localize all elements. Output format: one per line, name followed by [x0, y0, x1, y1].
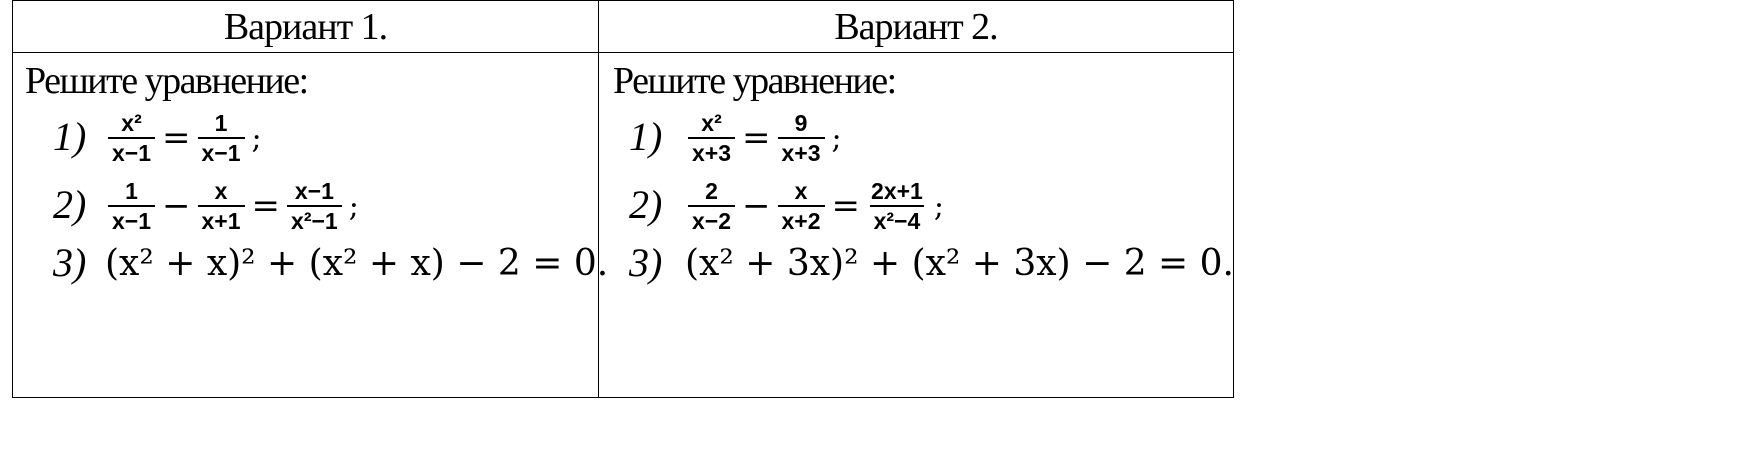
variant-2-task-label: Решите уравнение:: [613, 60, 896, 102]
variants-table: [12, 0, 1234, 398]
fraction: $\frac{9}{x+3}$: [778, 109, 825, 167]
semicolon: ;: [831, 120, 842, 156]
minus-sign: −: [162, 186, 191, 226]
equation-text: (x² + x)² + (x² + x) − 2 = 0.: [105, 243, 609, 284]
fraction: $\frac{\text{x²}}{x+3}$: [688, 109, 735, 167]
variant-1-title: Вариант 1.: [223, 6, 388, 48]
equation-text: (x² + 3x)² + (x² + 3x) − 2 = 0.: [685, 243, 1234, 284]
fraction: $\frac{2}{x-2}$: [688, 177, 735, 235]
semicolon: ;: [933, 188, 944, 224]
equation-number: 2): [53, 182, 87, 227]
fraction: $\frac{1}{x-1}$: [108, 177, 155, 235]
semicolon: ;: [251, 120, 262, 156]
equals-sign: =: [831, 186, 861, 226]
fraction: $\frac{x}{x+1}$: [198, 177, 245, 235]
variant-1-task-label: Решите уравнение:: [25, 60, 308, 102]
equation-number: 3): [53, 240, 87, 285]
equation-number: 2): [629, 182, 663, 227]
semicolon: ;: [348, 188, 359, 224]
fraction: $\frac{2x+1}{\text{x²−4}}$: [871, 178, 923, 234]
fraction: $\frac{\text{x²}}{x-1}$: [108, 109, 155, 167]
equals-sign: =: [742, 118, 771, 158]
fraction: $\frac{x-1}{\text{x²−1}}$: [287, 177, 342, 235]
fraction: $\frac{x}{x+2}$: [778, 177, 825, 235]
column-divider: [598, 1, 599, 397]
equation-number: 1): [53, 114, 87, 159]
minus-sign: −: [742, 186, 771, 226]
variant-2-title: Вариант 2.: [834, 6, 998, 48]
fraction: $\frac{1}{x-1}$: [198, 109, 245, 167]
equals-sign: =: [251, 186, 281, 226]
equation-number: 1): [629, 114, 663, 159]
equals-sign: =: [162, 118, 191, 158]
equation-number: 3): [629, 240, 663, 285]
table-header-row: [13, 1, 1233, 53]
